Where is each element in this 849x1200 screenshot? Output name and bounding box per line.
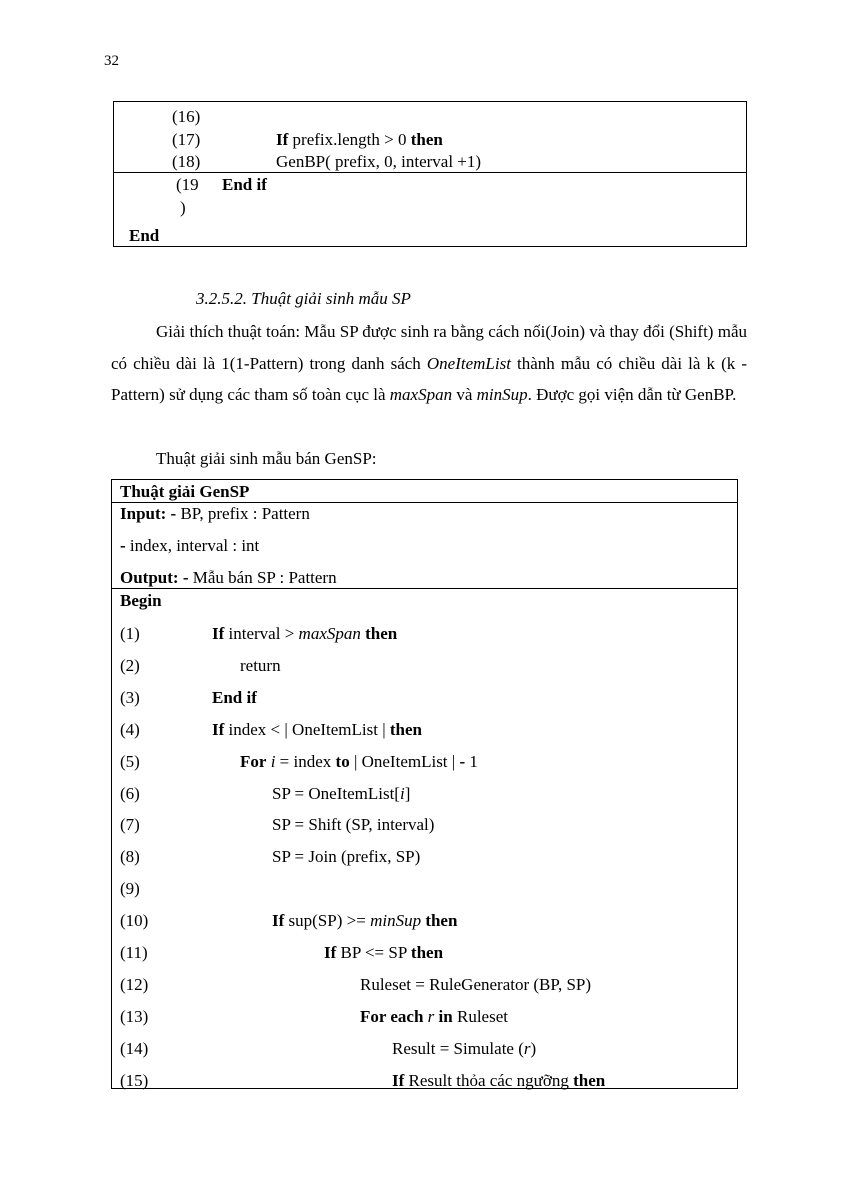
line-number: (8) bbox=[120, 847, 140, 867]
algorithm-line bbox=[112, 719, 737, 741]
begin-label: Begin bbox=[120, 591, 162, 610]
code-text: If index < | OneItemList | then bbox=[212, 719, 422, 739]
listing-code: GenBP( prefix, 0, interval +1) bbox=[276, 152, 482, 171]
code-text: If Result thỏa các ngưỡng then bbox=[392, 1070, 606, 1090]
line-number: (14) bbox=[120, 1038, 149, 1058]
top-listing-box bbox=[113, 101, 747, 247]
listing-code: End if bbox=[222, 175, 267, 194]
algorithm-line bbox=[112, 623, 737, 645]
line-number: (5) bbox=[120, 751, 140, 771]
listing-code: If prefix.length > 0 then bbox=[276, 130, 443, 149]
listing-line-number: (19 bbox=[176, 175, 199, 194]
code-text: If BP <= SP then bbox=[324, 943, 444, 962]
listing-divider bbox=[114, 172, 746, 173]
algorithm-line bbox=[112, 974, 737, 996]
code-text: SP = Join (prefix, SP) bbox=[272, 847, 421, 867]
code-text: Ruleset = RuleGenerator (BP, SP) bbox=[360, 974, 592, 994]
algorithm-line bbox=[112, 878, 737, 900]
algorithm-line bbox=[112, 687, 737, 709]
section-heading: 3.2.5.2. Thuật giải sinh mẫu SP bbox=[196, 289, 411, 308]
code-text: If sup(SP) >= minSup then bbox=[272, 911, 458, 931]
line-number: (3) bbox=[120, 687, 140, 707]
code-text: For each r in Ruleset bbox=[360, 1006, 508, 1026]
line-number: (2) bbox=[120, 655, 140, 675]
line-number: (1) bbox=[120, 624, 140, 643]
algorithm-title: Thuật giải GenSP bbox=[120, 482, 250, 501]
algorithm-line bbox=[112, 1006, 737, 1028]
algorithm-line bbox=[112, 1038, 737, 1060]
algorithm-line bbox=[112, 846, 737, 868]
listing-line-number: (18) bbox=[172, 152, 201, 171]
line-number: (4) bbox=[120, 719, 140, 739]
algorithm-line bbox=[112, 814, 737, 836]
output-line: Output: - Mẫu bán SP : Pattern bbox=[120, 568, 337, 587]
code-text: return bbox=[240, 655, 281, 675]
listing-line-number-wrap: ) bbox=[180, 198, 186, 217]
listing-line-number: (16) bbox=[172, 107, 201, 126]
line-number: (6) bbox=[120, 783, 140, 803]
listing-end: End bbox=[129, 226, 160, 245]
line-number: (11) bbox=[120, 943, 148, 962]
code-text: SP = Shift (SP, interval) bbox=[272, 815, 435, 835]
io-divider bbox=[112, 588, 737, 589]
algorithm-explanation: Giải thích thuật toán: Mẫu SP được sinh ra bằng cách nối(Join) và thay đổi (Shift) mẫu có chiều dài là 1(1-Pattern) trong danh sách OneItemList thành mẫu có chiều dài là k (k - Pattern) sử dụng các tham số toàn cục là maxSpan và minSup. Được gọi viện dẫn từ GenBP. bbox=[111, 322, 747, 404]
code-text: SP = OneItemList[i] bbox=[272, 783, 411, 803]
line-number: (9) bbox=[120, 879, 140, 899]
input-line: Input: - BP, prefix : Pattern bbox=[120, 504, 310, 523]
code-text: For i = index to | OneItemList | - 1 bbox=[240, 751, 478, 771]
line-number: (12) bbox=[120, 974, 149, 994]
algorithm-line bbox=[112, 1070, 737, 1092]
algorithm-intro: Thuật giải sinh mẫu bán GenSP: bbox=[156, 449, 377, 468]
algorithm-box bbox=[111, 479, 738, 1089]
line-number: (13) bbox=[120, 1006, 149, 1026]
line-number: (15) bbox=[120, 1070, 149, 1090]
algorithm-line bbox=[112, 751, 737, 773]
code-text: If interval > maxSpan then bbox=[212, 624, 398, 643]
page-number: 32 bbox=[104, 53, 119, 69]
title-divider bbox=[112, 502, 737, 503]
line-number: (10) bbox=[120, 911, 149, 931]
code-text: Result = Simulate (r) bbox=[392, 1038, 537, 1058]
algorithm-line bbox=[112, 655, 737, 677]
algorithm-line bbox=[112, 942, 737, 964]
line-number: (7) bbox=[120, 815, 140, 835]
algorithm-line bbox=[112, 910, 737, 932]
listing-line-number: (17) bbox=[172, 130, 201, 149]
input-line-2: - index, interval : int bbox=[120, 536, 260, 555]
algorithm-line bbox=[112, 783, 737, 805]
code-text: End if bbox=[212, 687, 257, 707]
